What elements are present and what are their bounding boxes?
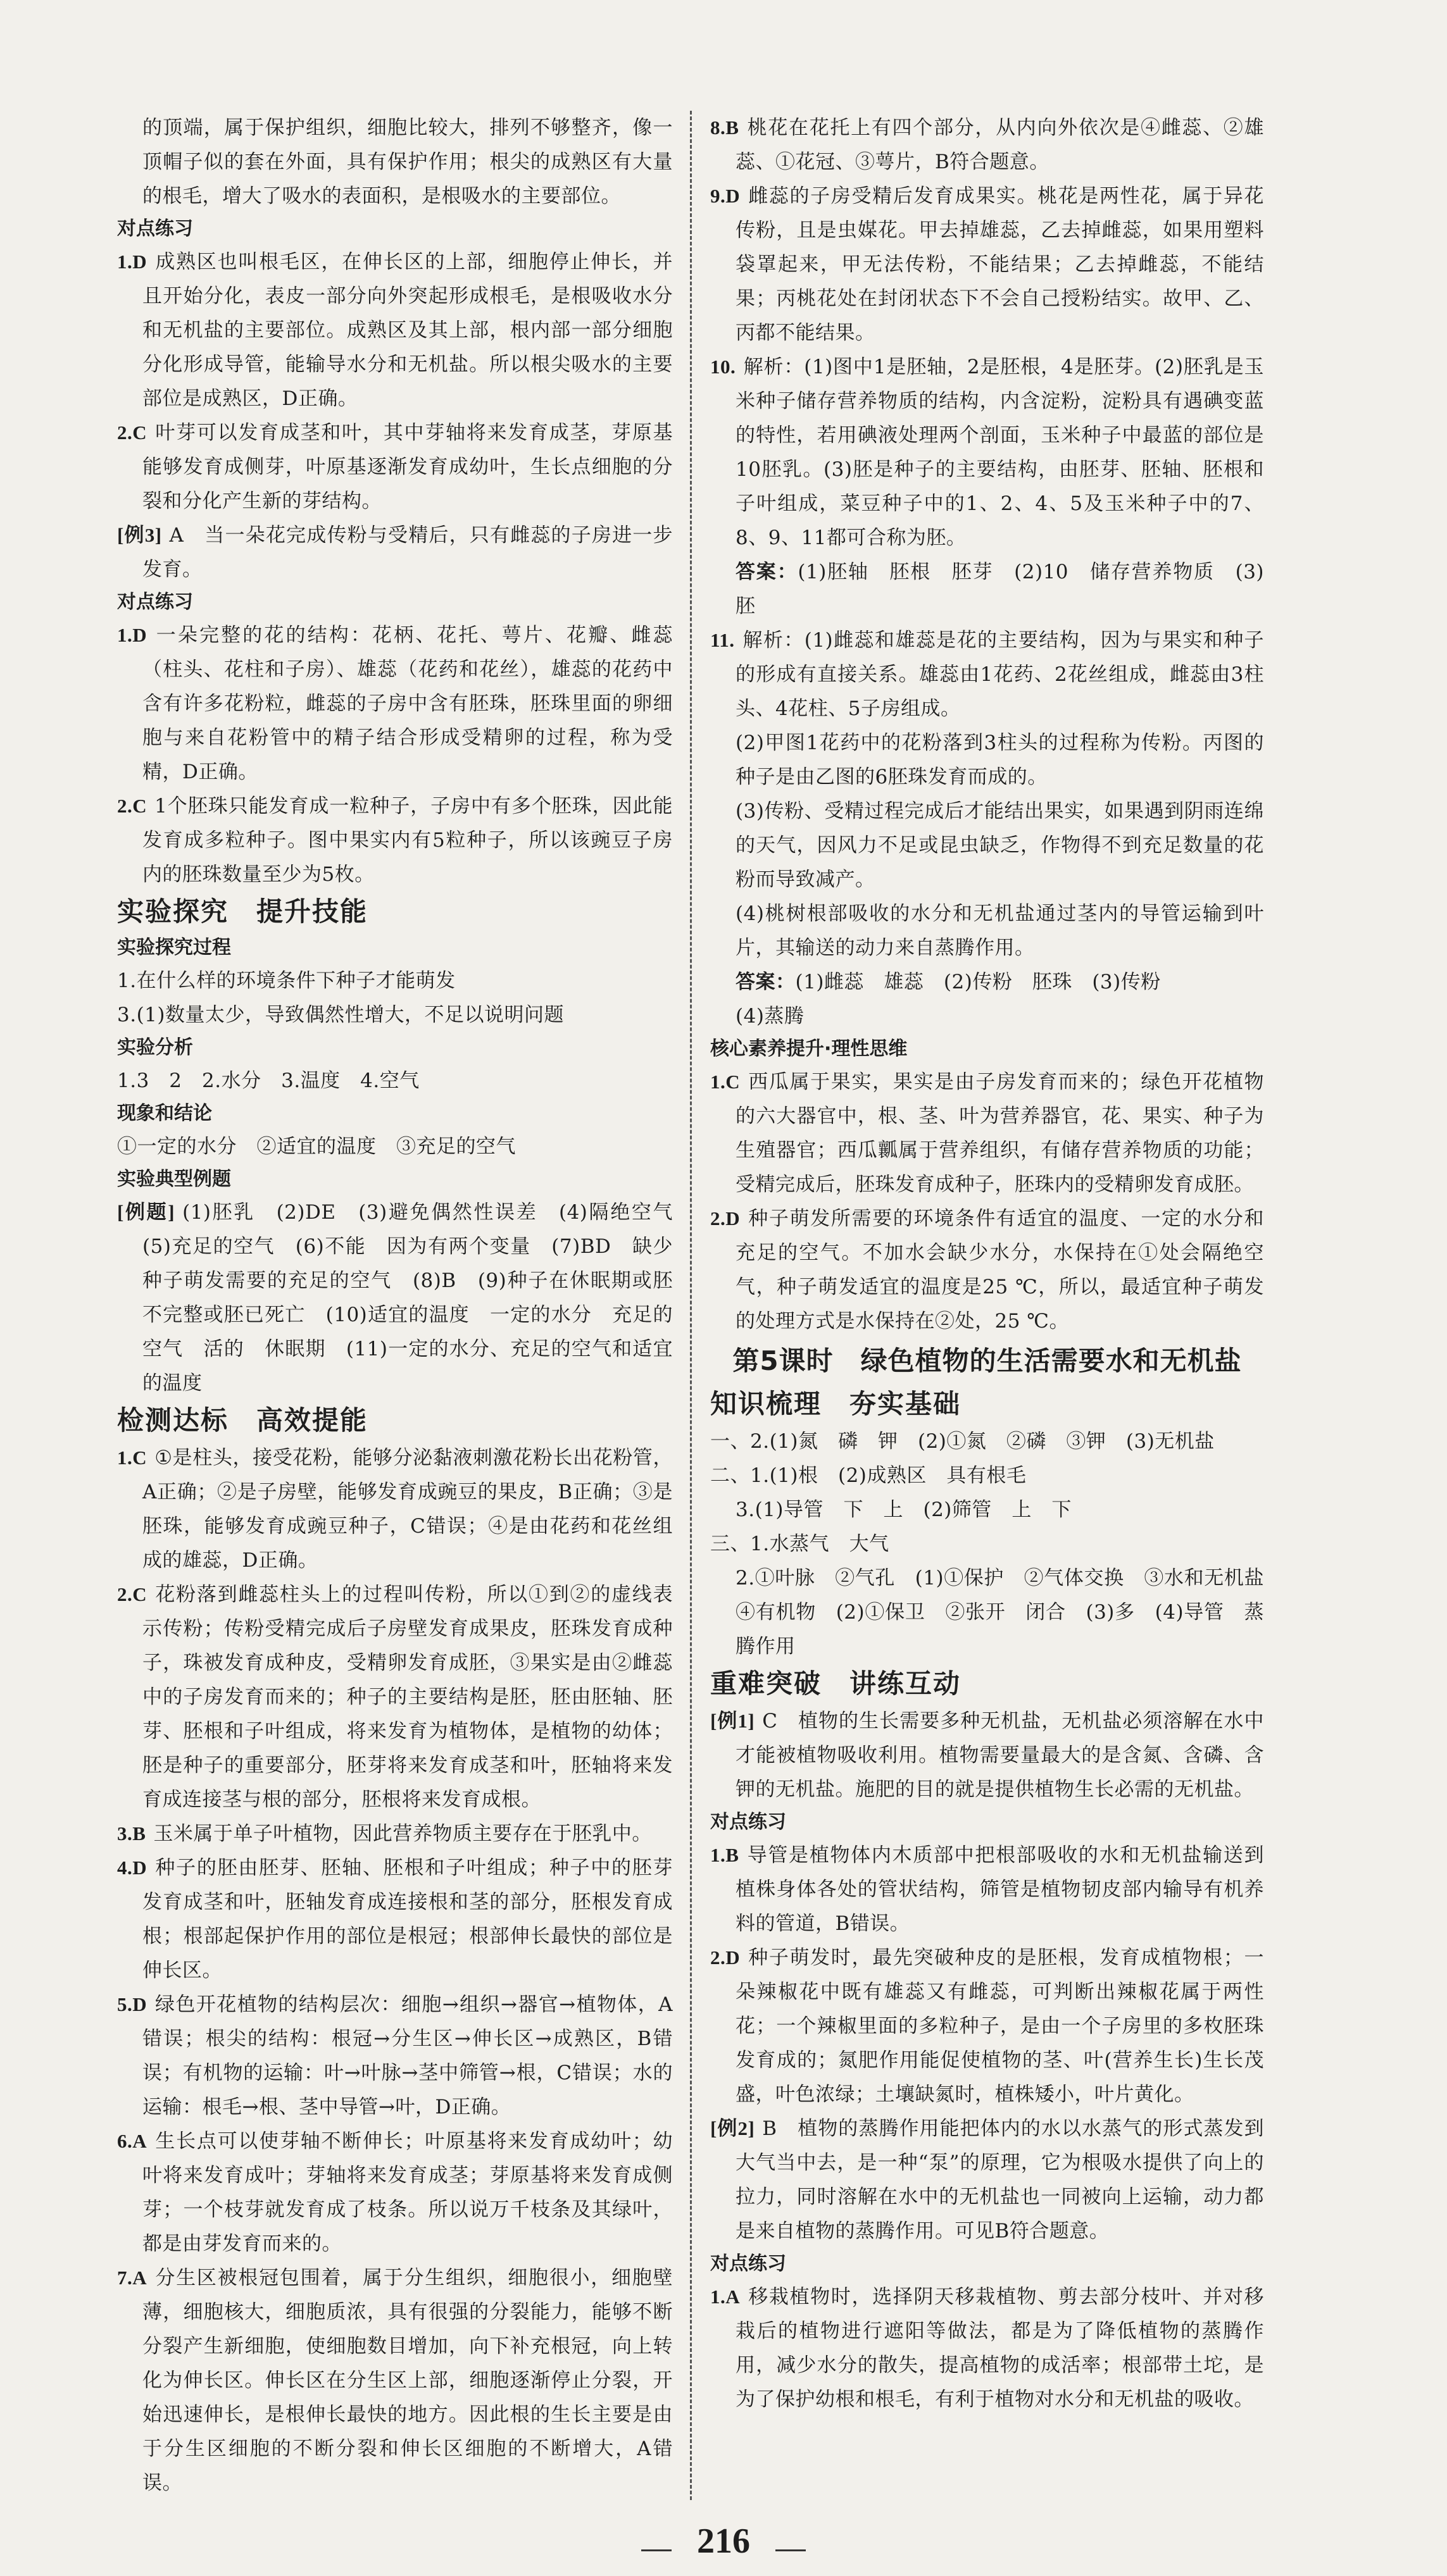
page-footer	[0, 2519, 1447, 2572]
right-column	[710, 111, 1284, 2417]
answer-label: 答案：	[736, 561, 798, 583]
item-number: 5.D	[117, 1993, 147, 2015]
item-number: 2.D	[710, 1946, 741, 1969]
paragraph: 1.3 2 2.水分 3.温度 4.空气	[117, 1069, 420, 1092]
item-text: B 植物的蒸腾作用能把体内的水以水蒸气的形式蒸发到大气当中去，是一种“泵”的原理，它为根吸水提供了向上的拉力，同时溶解在水中的无机盐也一同被向上运输，动力都是来自植物的蒸腾作用。可见B符合题意。	[736, 2117, 1265, 2243]
answer-item	[710, 179, 1264, 350]
answer-item	[117, 518, 673, 587]
section-heading: 重难突破 讲练互动	[710, 1668, 962, 1699]
answer-line	[710, 965, 1264, 999]
item-text: 雌蕊的子房受精后发育成果实。桃花是两性花，属于异花传粉，且是虫媒花。甲去掉雄蕊，乙去掉雌蕊，如果用塑料袋罩起来，甲无法传粉，不能结果；乙去掉雌蕊，不能结果；丙桃花处在封闭状态下不会自己授粉结实。故甲、乙、丙都不能结果。	[736, 185, 1264, 344]
item-number: 1.D	[117, 624, 147, 646]
answer-item	[710, 1704, 1264, 1807]
answer-item	[710, 1941, 1264, 2112]
item-text: 解析：(1)雌蕊和雄蕊是花的主要结构，因为与果实和种子的形成有直接关系。雄蕊由1花药、2花丝组成，雌蕊由3柱头、4花柱、5子房组成。	[736, 629, 1264, 720]
paragraph: 一、2.(1)氮 磷 钾 (2)①氮 ②磷 ③钾 (3)无机盐	[710, 1430, 1215, 1453]
item-text: ①是柱头，接受花粉，能够分泌黏液刺激花粉长出花粉管，A正确；②是子房壁，能够发育成豌豆的果皮，B正确；③是胚珠，能够发育成豌豆种子，C错误；④是由花药和花丝组成的雄蕊，D正确。	[142, 1447, 673, 1572]
item-text: 玉米属于单子叶植物，因此营养物质主要存在于胚乳中。	[153, 1822, 652, 1845]
item-number: 7.A	[117, 2267, 147, 2289]
answer-item	[710, 111, 1264, 179]
left-column	[117, 111, 693, 2500]
subsection-heading: 实验分析	[117, 1036, 193, 1059]
answer-item	[710, 1202, 1264, 1338]
subsection-heading: 实验探究过程	[117, 936, 231, 959]
item-number: 1.A	[710, 2286, 741, 2308]
answer-text: (1)雌蕊 雄蕊 (2)传粉 胚珠 (3)传粉	[795, 971, 1161, 993]
item-text: 解析：(1)图中1是胚轴，2是胚根，4是胚芽。(2)胚乳是玉米种子储存营养物质的结构，内含淀粉，淀粉具有遇碘变蓝的特性，若用碘液处理两个剖面，玉米种子中最蓝的部位是10胚乳。(3)胚是种子的主要结构，由胚芽、胚轴、胚根和子叶组成，菜豆种子中的1、2、4、5及玉米种子中的7、8、9、11都可合称为胚。	[736, 356, 1264, 549]
item-text: 导管是植物体内木质部中把根部吸收的水和无机盐输送到植株身体各处的管状结构，筛管是植物韧皮部内输导有机养料的管道，B错误。	[736, 1844, 1264, 1935]
item-text: 种子萌发所需要的环境条件有适宜的温度、一定的水分和充足的空气。不加水会缺少水分，水保持在①处会隔绝空气，种子萌发适宜的温度是25 ℃，所以，最适宜种子萌发的处理方式是水保持在②处，25 ℃。	[736, 1207, 1264, 1333]
paragraph: (2)甲图1花药中的花粉落到3柱头的过程称为传粉。丙图的种子是由乙图的6胚珠发育而成的。	[736, 731, 1264, 788]
paragraph: 1.在什么样的环境条件下种子才能萌发	[117, 969, 456, 992]
answer-item	[117, 245, 673, 416]
item-text: 绿色开花植物的结构层次：细胞→组织→器官→植物体，A错误；根尖的结构：根冠→分生区→伸长区→成熟区，B错误；有机物的运输：叶→叶脉→茎中筛管→根，C错误；水的运输：根毛→根、茎中导管→叶，D正确。	[142, 1993, 673, 2119]
subsection-heading: 对点练习	[710, 1811, 786, 1833]
answer-item	[117, 1851, 673, 1988]
answer-item	[117, 1817, 673, 1851]
item-text: A 当一朵花完成传粉与受精后，只有雌蕊的子房进一步发育。	[142, 524, 673, 581]
subsection-heading: 对点练习	[117, 218, 193, 240]
item-text: (1)胚乳 (2)DE (3)避免偶然性误差 (4)隔绝空气 (5)充足的空气 (6)不能 因为有两个变量 (7)BD 缺少种子萌发需要的充足的空气 (8)B (9)种子在休眠期或胚不完整或胚已死亡 (10)适宜的温度 一定的水分 充足的空气 活的 休眠期 (11)一定的水分、充足的空气和适宜的温度	[142, 1201, 693, 1395]
item-text: 种子萌发时，最先突破种皮的是胚根，发育成植物根；一朵辣椒花中既有雄蕊又有雌蕊，可判断出辣椒花属于两性花；一个辣椒里面的多粒种子，是由一个子房里的多枚胚珠发育成的；氮肥作用能促使植物的茎、叶(营养生长)生长茂盛，叶色浓绿；土壤缺氮时，植株矮小，叶片黄化。	[736, 1946, 1264, 2106]
answer-item	[117, 1195, 693, 1400]
answer-item	[710, 350, 1264, 555]
item-number: 8.B	[710, 116, 739, 139]
paragraph: 二、1.(1)根 (2)成熟区 具有根毛	[710, 1464, 1027, 1487]
subsection-heading: 实验典型例题	[117, 1168, 231, 1190]
section-heading: 实验探究 提升技能	[117, 896, 368, 927]
item-number: 4.D	[117, 1857, 147, 1879]
item-text: 移栽植物时，选择阴天移栽植物、剪去部分枝叶、并对移栽后的植物进行遮阳等做法，都是为了降低植物的蒸腾作用，减少水分的散失，提高植物的成活率；根部带土坨，是为了保护幼根和根毛，有利于植物对水分和无机盐的吸收。	[736, 2286, 1264, 2411]
answer-line	[710, 555, 1264, 623]
paragraph: 3.(1)导管 下 上 (2)筛管 上 下	[736, 1498, 1072, 1521]
answer-item	[117, 1988, 673, 2124]
footer-dash-left	[641, 2549, 672, 2551]
answer-item	[117, 2124, 673, 2261]
column-divider	[690, 111, 692, 2500]
item-number: 2.D	[710, 1207, 741, 1229]
answer-item	[117, 416, 673, 518]
section-heading: 检测达标 高效提能	[117, 1405, 368, 1436]
item-text: 叶芽可以发育成茎和叶，其中芽轴将来发育成茎，芽原基能够发育成侧芽，叶原基逐渐发育成幼叶，生长点细胞的分裂和分化产生新的芽结构。	[142, 421, 673, 513]
item-number: 1.C	[117, 1447, 147, 1469]
subsection-heading: 对点练习	[710, 2253, 786, 2275]
paragraph: (3)传粉、受精过程完成后才能结出果实，如果遇到阴雨连绵的天气，因风力不足或昆虫缺乏，作物得不到充足数量的花粉而导致减产。	[736, 800, 1264, 891]
paragraph: ①一定的水分 ②适宜的温度 ③充足的空气	[117, 1135, 516, 1158]
lesson-title: 第5课时 绿色植物的生活需要水和无机盐	[732, 1345, 1242, 1376]
paragraph: 3.(1)数量太少，导致偶然性增大，不足以说明问题	[117, 1004, 564, 1026]
answer-item	[117, 1441, 673, 1577]
answer-item	[117, 789, 673, 892]
item-number: 2.C	[117, 1583, 147, 1605]
paragraph: (4)桃树根部吸收的水分和无机盐通过茎内的导管运输到叶片，其输送的动力来自蒸腾作用。	[736, 902, 1264, 959]
item-text: 桃花在花托上有四个部分，从内向外依次是④雌蕊、②雄蕊、①花冠、③萼片，B符合题意。	[736, 116, 1264, 173]
item-text: 1个胚珠只能发育成一粒种子，子房中有多个胚珠，因此能发育成多粒种子。图中果实内有5粒种子，所以该豌豆子房内的胚珠数量至少为5枚。	[142, 795, 673, 886]
subsection-heading: 对点练习	[117, 591, 193, 613]
answer-item	[710, 1065, 1264, 1202]
item-number: 3.B	[117, 1822, 146, 1845]
answer-item	[117, 2261, 673, 2500]
footer-dash-right	[775, 2549, 806, 2551]
paragraph: 的顶端，属于保护组织，细胞比较大，排列不够整齐，像一顶帽子似的套在外面，具有保护作用；根尖的成熟区有大量的根毛，增大了吸水的表面积，是根吸水的主要部位。	[142, 116, 673, 208]
subsection-heading: 现象和结论	[117, 1102, 212, 1124]
answer-text: (1)胚轴 胚根 胚芽 (2)10 储存营养物质 (3)胚	[736, 561, 1265, 618]
item-text: 成熟区也叫根毛区，在伸长区的上部，细胞停止伸长，并且开始分化，表皮一部分向外突起形成根毛，是根吸收水分和无机盐的主要部位。成熟区及其上部，根内部一部分细胞分化形成导管，能输导水分和无机盐。所以根尖吸水的主要部位是成熟区，D正确。	[142, 251, 673, 410]
item-text: C 植物的生长需要多种无机盐，无机盐必须溶解在水中才能被植物吸收利用。植物需要量最大的是含氮、含磷、含钾的无机盐。施肥的目的就是提供植物生长必需的无机盐。	[736, 1710, 1264, 1801]
section-heading: 知识梳理 夯实基础	[710, 1388, 962, 1419]
item-number: [例1]	[710, 1710, 755, 1732]
answer-item	[710, 1838, 1264, 1941]
paragraph: 2.①叶脉 ②气孔 (1)①保护 ②气体交换 ③水和无机盐 ④有机物 (2)①保卫 ②张开 闭合 (3)多 (4)导管 蒸腾作用	[736, 1567, 1284, 1658]
item-text: 生长点可以使芽轴不断伸长；叶原基将来发育成幼叶；幼叶将来发育成叶；芽轴将来发育成茎；芽原基将来发育成侧芽；一个枝芽就发育成了枝条。所以说万千枝条及其绿叶，都是由芽发育而来的。	[142, 2130, 673, 2255]
item-number: 1.B	[710, 1844, 739, 1866]
item-text: 种子的胚由胚芽、胚轴、胚根和子叶组成；种子中的胚芽发育成茎和叶，胚轴发育成连接根和茎的部分，胚根发育成根；根部起保护作用的部位是根冠；根部伸长最快的部位是伸长区。	[142, 1857, 673, 1982]
paragraph: 三、1.水蒸气 大气	[710, 1533, 889, 1555]
item-text: 分生区被根冠包围着，属于分生组织，细胞很小，细胞壁薄，细胞核大，细胞质浓，具有很强的分裂能力，能够不断分裂产生新细胞，使细胞数目增加，向下补充根冠，向上转化为伸长区。伸长区在分生区上部，细胞逐渐停止分裂，开始迅速伸长，是根伸长最快的地方。因此根的生长主要是由于分生区细胞的不断分裂和伸长区细胞的不断增大，A错误。	[142, 2267, 673, 2494]
item-number: [例2]	[710, 2117, 755, 2139]
answer-item	[710, 2280, 1264, 2417]
item-number: 11.	[710, 629, 735, 651]
item-number: 1.C	[710, 1071, 741, 1093]
paragraph: (4)蒸腾	[736, 1005, 805, 1028]
item-number: [例题]	[117, 1201, 175, 1223]
answer-item	[117, 618, 673, 789]
item-number: 9.D	[710, 185, 741, 207]
item-number: 6.A	[117, 2130, 147, 2152]
item-text: 一朵完整的花的结构：花柄、花托、萼片、花瓣、雌蕊（柱头、花柱和子房）、雄蕊（花药和花丝），雄蕊的花药中含有许多花粉粒，雌蕊的子房中含有胚珠，胚珠里面的卵细胞与来自花粉管中的精子结合形成受精卵的过程，称为受精，D正确。	[142, 624, 673, 783]
item-number: 2.C	[117, 421, 147, 444]
item-number: 2.C	[117, 795, 147, 817]
item-number: [例3]	[117, 524, 162, 546]
item-number: 1.D	[117, 251, 147, 273]
item-text: 花粉落到雌蕊柱头上的过程叫传粉，所以①到②的虚线表示传粉；传粉受精完成后子房壁发育成果皮，胚珠发育成种子，珠被发育成种皮，受精卵发育成胚，③果实是由②雌蕊中的子房发育而来的；种子的主要结构是胚，胚由胚轴、胚芽、胚根和子叶组成，将来发育为植物体，是植物的幼体；胚是种子的重要部分，胚芽将来发育成茎和叶，胚轴将来发育成连接茎与根的部分，胚根将来发育成根。	[142, 1583, 673, 1811]
item-text: 西瓜属于果实，果实是由子房发育而来的；绿色开花植物的六大器官中，根、茎、叶为营养器官，花、果实、种子为生殖器官；西瓜瓤属于营养组织，有储存营养物质的功能；受精完成后，胚珠发育成种子，胚珠内的受精卵发育成胚。	[736, 1071, 1264, 1196]
item-number: 10.	[710, 356, 736, 378]
answer-item	[710, 2112, 1264, 2248]
answer-item	[117, 1577, 673, 1817]
subsection-heading: 核心素养提升·理性思维	[710, 1038, 908, 1060]
answer-label: 答案：	[736, 971, 796, 993]
page-number: 216	[697, 2522, 750, 2561]
answer-item	[710, 623, 1264, 726]
